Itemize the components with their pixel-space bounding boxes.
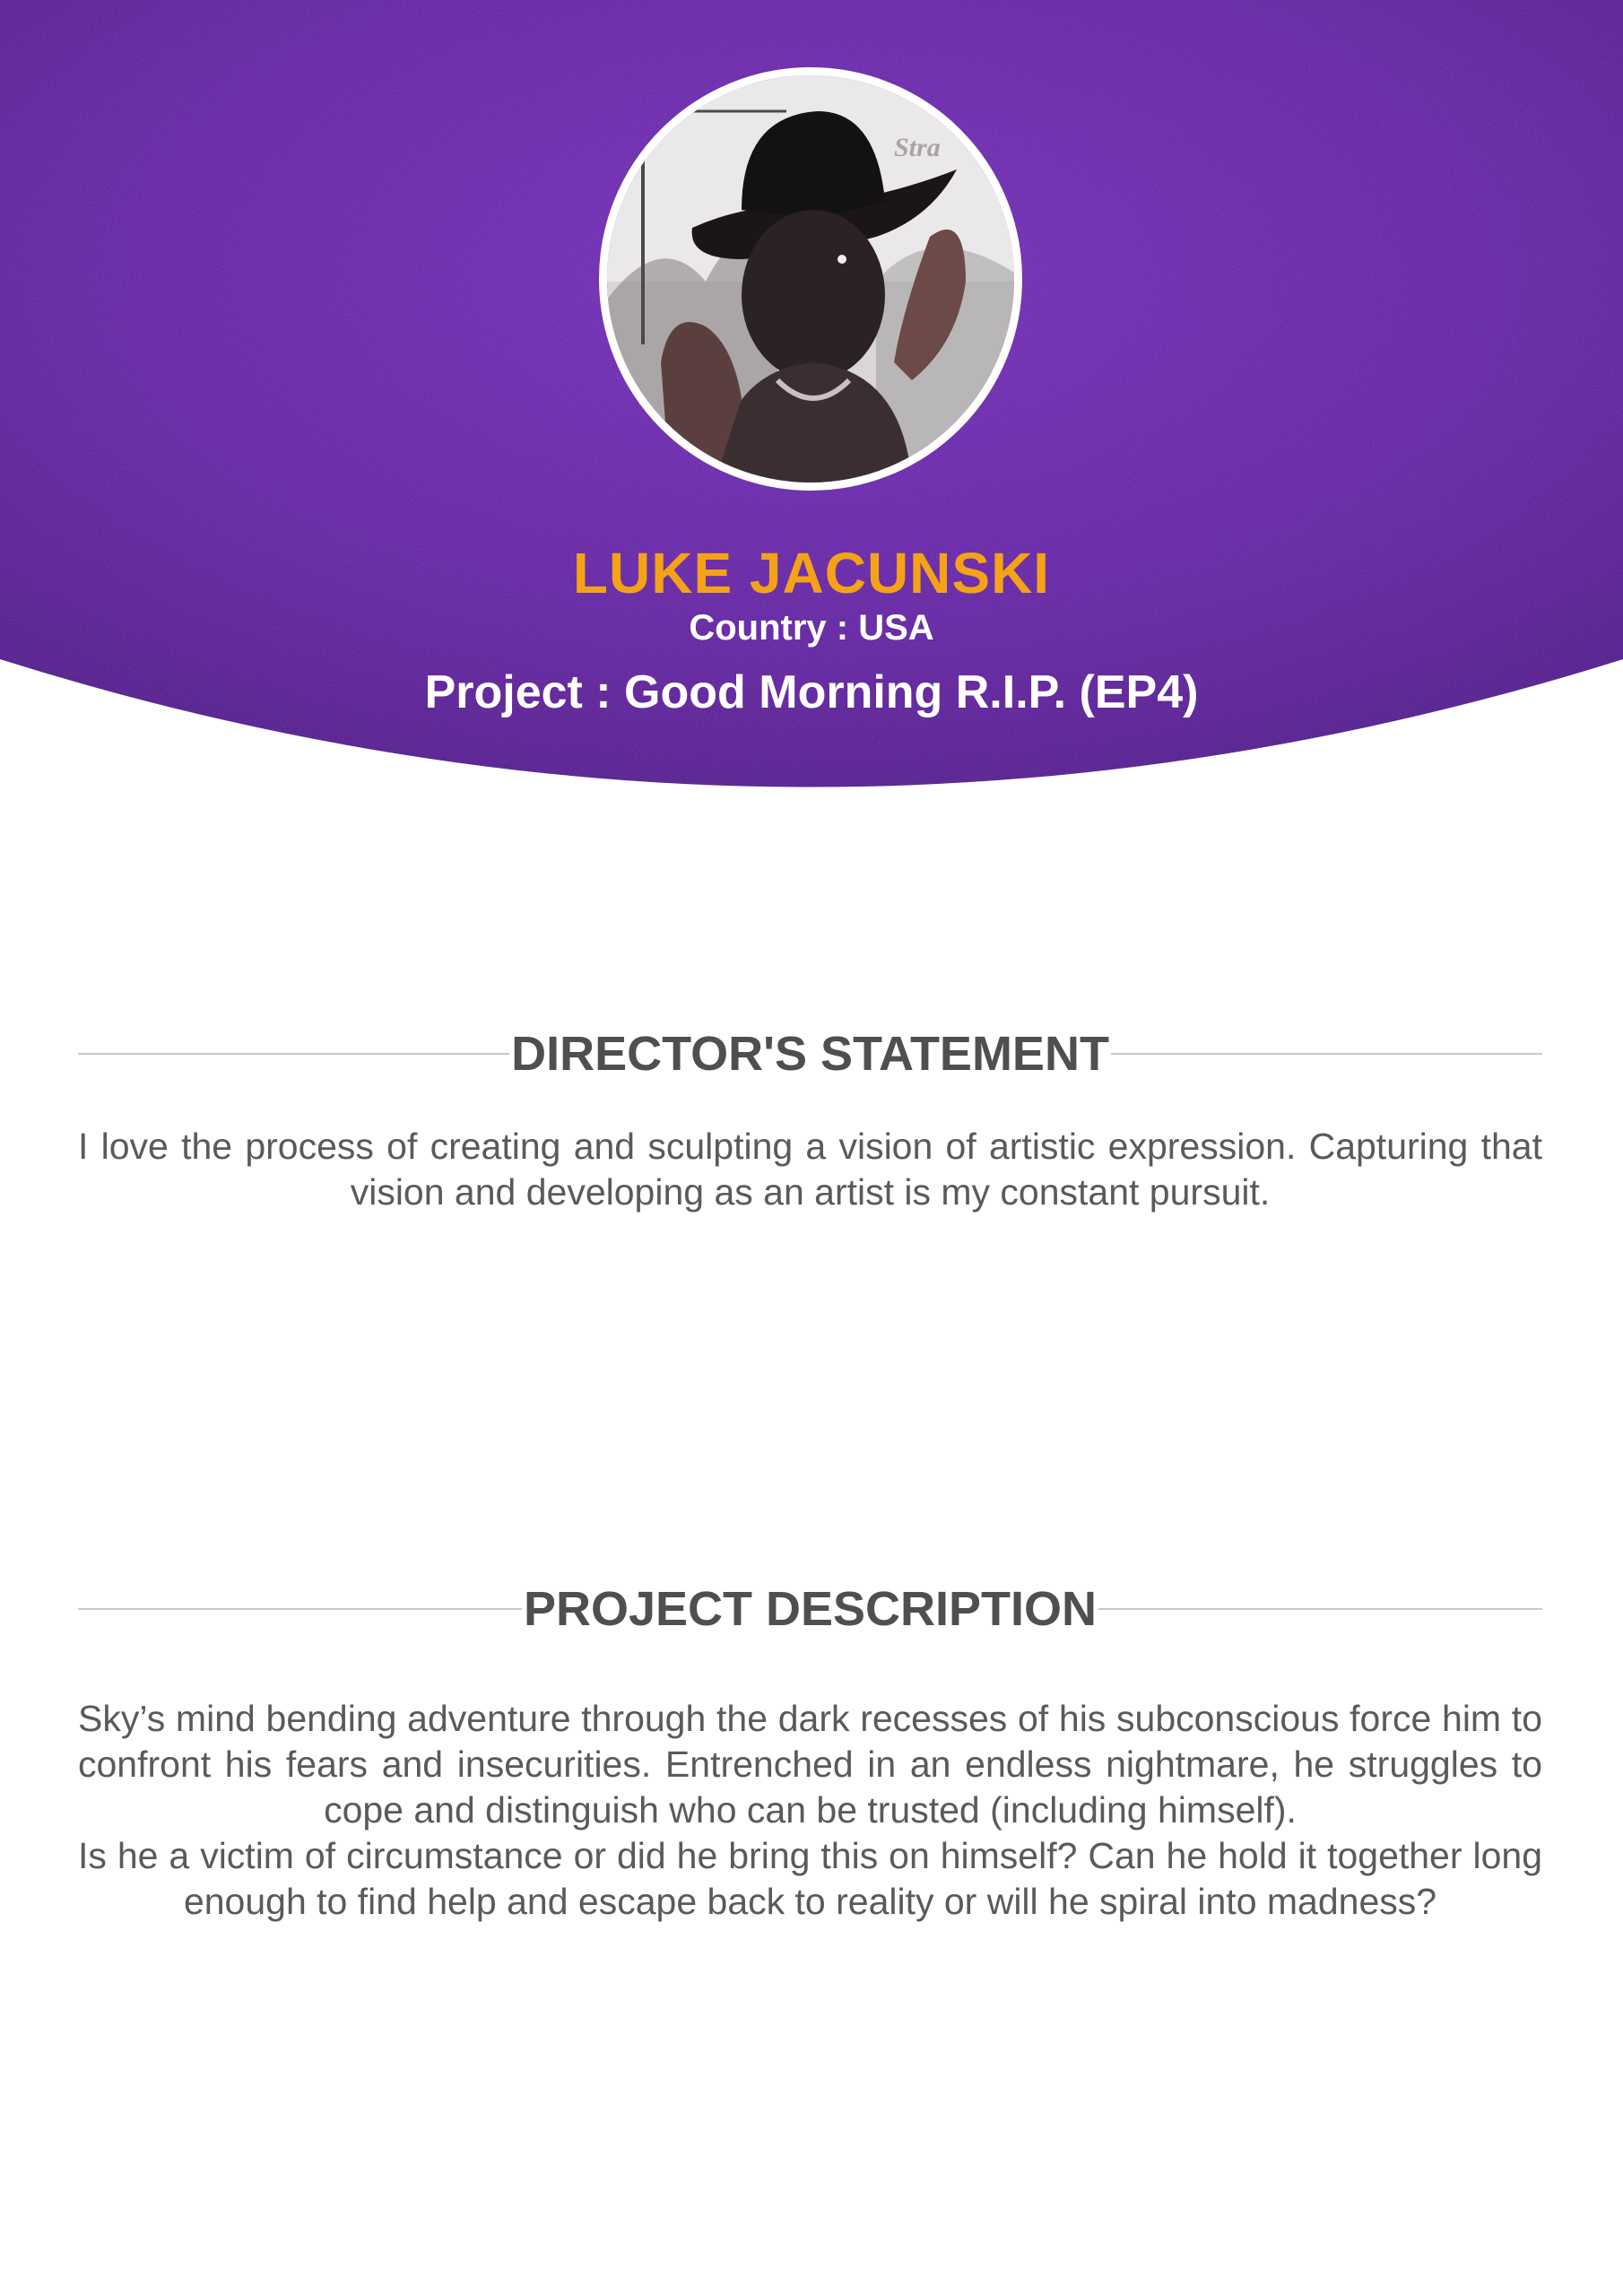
person-name: LUKE JACUNSKI (572, 541, 1051, 605)
profile-photo (599, 67, 1022, 491)
project-description-title: PROJECT DESCRIPTION (523, 1582, 1098, 1636)
project-description-text (78, 1696, 1542, 1925)
directors-statement-title: DIRECTOR'S STATEMENT (511, 1027, 1109, 1081)
heading-rule-right (1111, 1053, 1542, 1055)
directors-statement-heading (78, 1018, 1542, 1090)
heading-rule-right (1098, 1608, 1542, 1610)
project-title-line: Project : Good Morning R.I.P. (EP4) (424, 666, 1199, 718)
project-description-paragraph: Is he a victim of circumstance or did he bring this on himself? Can he hold it together long enough to find help and escape back to reality or will he spiral into madness? (78, 1835, 1542, 1922)
heading-rule-left (78, 1608, 522, 1610)
directors-statement-paragraph: I love the process of creating and sculpting a vision of artistic expression. Capturing that vision and developing as an artist is my constant pursuit. (78, 1126, 1542, 1213)
heading-rule-left (78, 1053, 509, 1055)
country-line: Country : USA (689, 608, 934, 648)
profile-photo-image (607, 75, 1014, 483)
photo-text: Stra (894, 133, 941, 162)
project-description-heading (78, 1573, 1542, 1645)
project-description-paragraph: Sky’s mind bending adventure through the dark recesses of his subconscious force him to confront his fears and insecurities. Entrenched in an endless nightmare, he struggles to cope and distinguish who can be trusted (including himself). (78, 1698, 1542, 1831)
directors-statement-text (78, 1124, 1542, 1215)
